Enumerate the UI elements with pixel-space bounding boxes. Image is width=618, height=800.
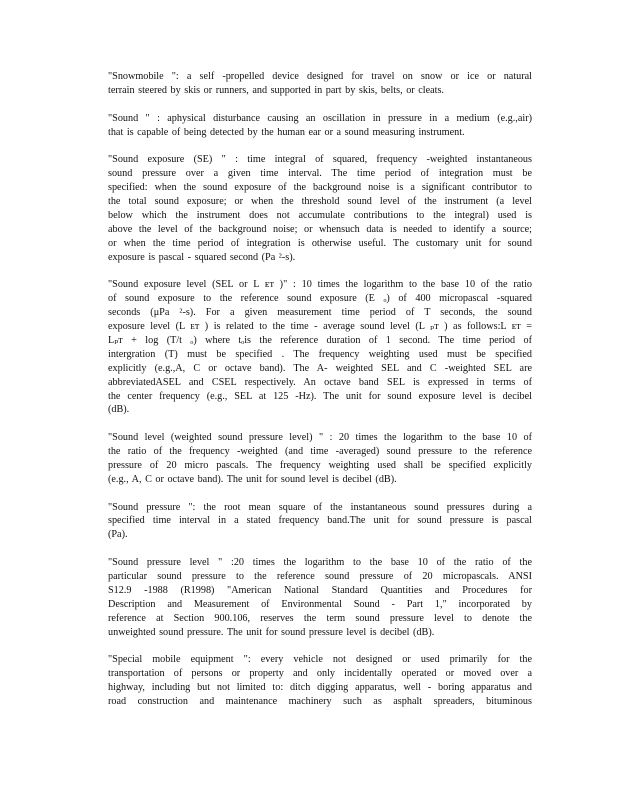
text-line: the ratio of the frequency -weighted (and time -averaged) sound pressure to the reference — [108, 446, 532, 458]
text-line: road construction and maintenance machinery such as asphalt spreaders, bituminous — [108, 696, 532, 708]
text-line: the center frequency (e.g., SEL at 125 -Hz). The unit for sound exposure level is decibel — [108, 390, 532, 402]
text-line: of sound exposure to the reference sound exposure (E ₒ) of 400 micropascal -squared — [108, 293, 532, 305]
text-line: "Sound level (weighted sound pressure level) " : 20 times the logarithm to the base 10 of — [108, 432, 532, 444]
text-line: below which the instrument does not accumulate contributions to the integral) used is — [108, 209, 532, 221]
text-line: highway, including but not limited to: ditch digging apparatus, well - boring apparatus and — [108, 682, 532, 694]
text-line: Description and Measurement of Environmental Sound - Part 1," incorporated by — [108, 598, 532, 610]
definition-sound-level — [108, 431, 532, 487]
text-line: Lₚᴛ + log (T/t ₒ) where tₒis the reference duration of 1 second. The time period of — [108, 334, 532, 346]
text-line: "Sound exposure (SE) " : time integral of squared, frequency -weighted instantaneous — [108, 154, 532, 166]
definition-sound-exposure-level — [108, 278, 532, 417]
text-line: abbreviatedASEL and CSEL respectively. An octave band SEL is expressed in terms of — [108, 376, 532, 388]
text-line: exposure is pascal - squared second (Pa ²-s). — [108, 251, 296, 263]
definition-snowmobile — [108, 70, 532, 98]
text-line: transportation of persons or property and only incidentally operated or moved over a — [108, 668, 532, 680]
text-line: terrain steered by skis or runners, and supported in part by skis, belts, or cleats. — [108, 84, 444, 96]
text-line: "Snowmobile ": a self -propelled device designed for travel on snow or ice or natural — [108, 71, 532, 82]
text-line: pressure of 20 micro pascals. The frequency weighting used shall be specified explicitly — [108, 459, 532, 471]
text-line: above the level of the background noise; or whensuch data is needed to identify a source; — [108, 223, 532, 235]
definition-sound — [108, 112, 532, 140]
text-line: (e.g., A, C or octave band). The unit for sound level is decibel (dB). — [108, 473, 397, 485]
text-line: "Sound pressure level " :20 times the logarithm to the base 10 of the ratio of the — [108, 557, 532, 569]
text-line: explicitly (e.g.,A, C or octave band). The A- weighted SEL and C -weighted SEL are — [108, 362, 532, 374]
text-line: "Sound pressure ": the root mean square of the instantaneous sound pressures during a — [108, 501, 532, 513]
text-line: seconds (μPa ²-s). For a given measurement time period of T seconds, the sound — [108, 307, 532, 319]
definition-sound-pressure-level — [108, 556, 532, 639]
text-line: (Pa). — [108, 529, 128, 541]
text-line: "Sound exposure level (SEL or L ᴇᴛ )" : 10 times the logarithm to the base 10 of the ratio — [108, 279, 532, 291]
definition-special-mobile-equipment — [108, 653, 532, 709]
definition-sound-pressure — [108, 501, 532, 543]
text-line: specified: when the sound exposure of the background noise is a significant contributor to — [108, 182, 532, 194]
text-line: specified time interval in a stated frequency band.The unit for sound pressure is pascal — [108, 515, 532, 527]
text-line: sound pressure over a given time interval. The time period of integration must be — [108, 168, 532, 180]
text-line: "Special mobile equipment ": every vehicle not designed or used primarily for the — [108, 654, 532, 666]
definition-sound-exposure — [108, 153, 532, 264]
text-line: or when the time period of integration is otherwise useful. The customary unit for sound — [108, 237, 532, 249]
text-line: S12.9 -1988 (R1998) "American National Standard Quantities and Procedures for — [108, 584, 532, 596]
text-line: particular sound pressure to the reference sound pressure of 20 micropascals. ANSI — [108, 570, 532, 582]
text-line: intergration (T) must be specified . The frequency weighting used must be specified — [108, 348, 532, 360]
text-line: exposure level (L ᴇᴛ ) is related to the time - average sound level (L ₚᴛ ) as follows:L ᴇᴛ = — [108, 320, 532, 332]
text-line: reference at Section 900.106, reserves the term sound pressure level to denote the — [108, 612, 532, 624]
text-line: (dB). — [108, 404, 130, 416]
text-line: "Sound " : aphysical disturbance causing an oscillation in pressure in a medium (e.g.,air) — [108, 112, 532, 124]
text-line: the total sound exposure; or when the threshold sound level of the instrument (a level — [108, 195, 532, 207]
text-line: unweighted sound pressure. The unit for sound pressure level is decibel (dB). — [108, 626, 435, 638]
text-line: that is capable of being detected by the human ear or a sound measuring instrument. — [108, 126, 465, 138]
